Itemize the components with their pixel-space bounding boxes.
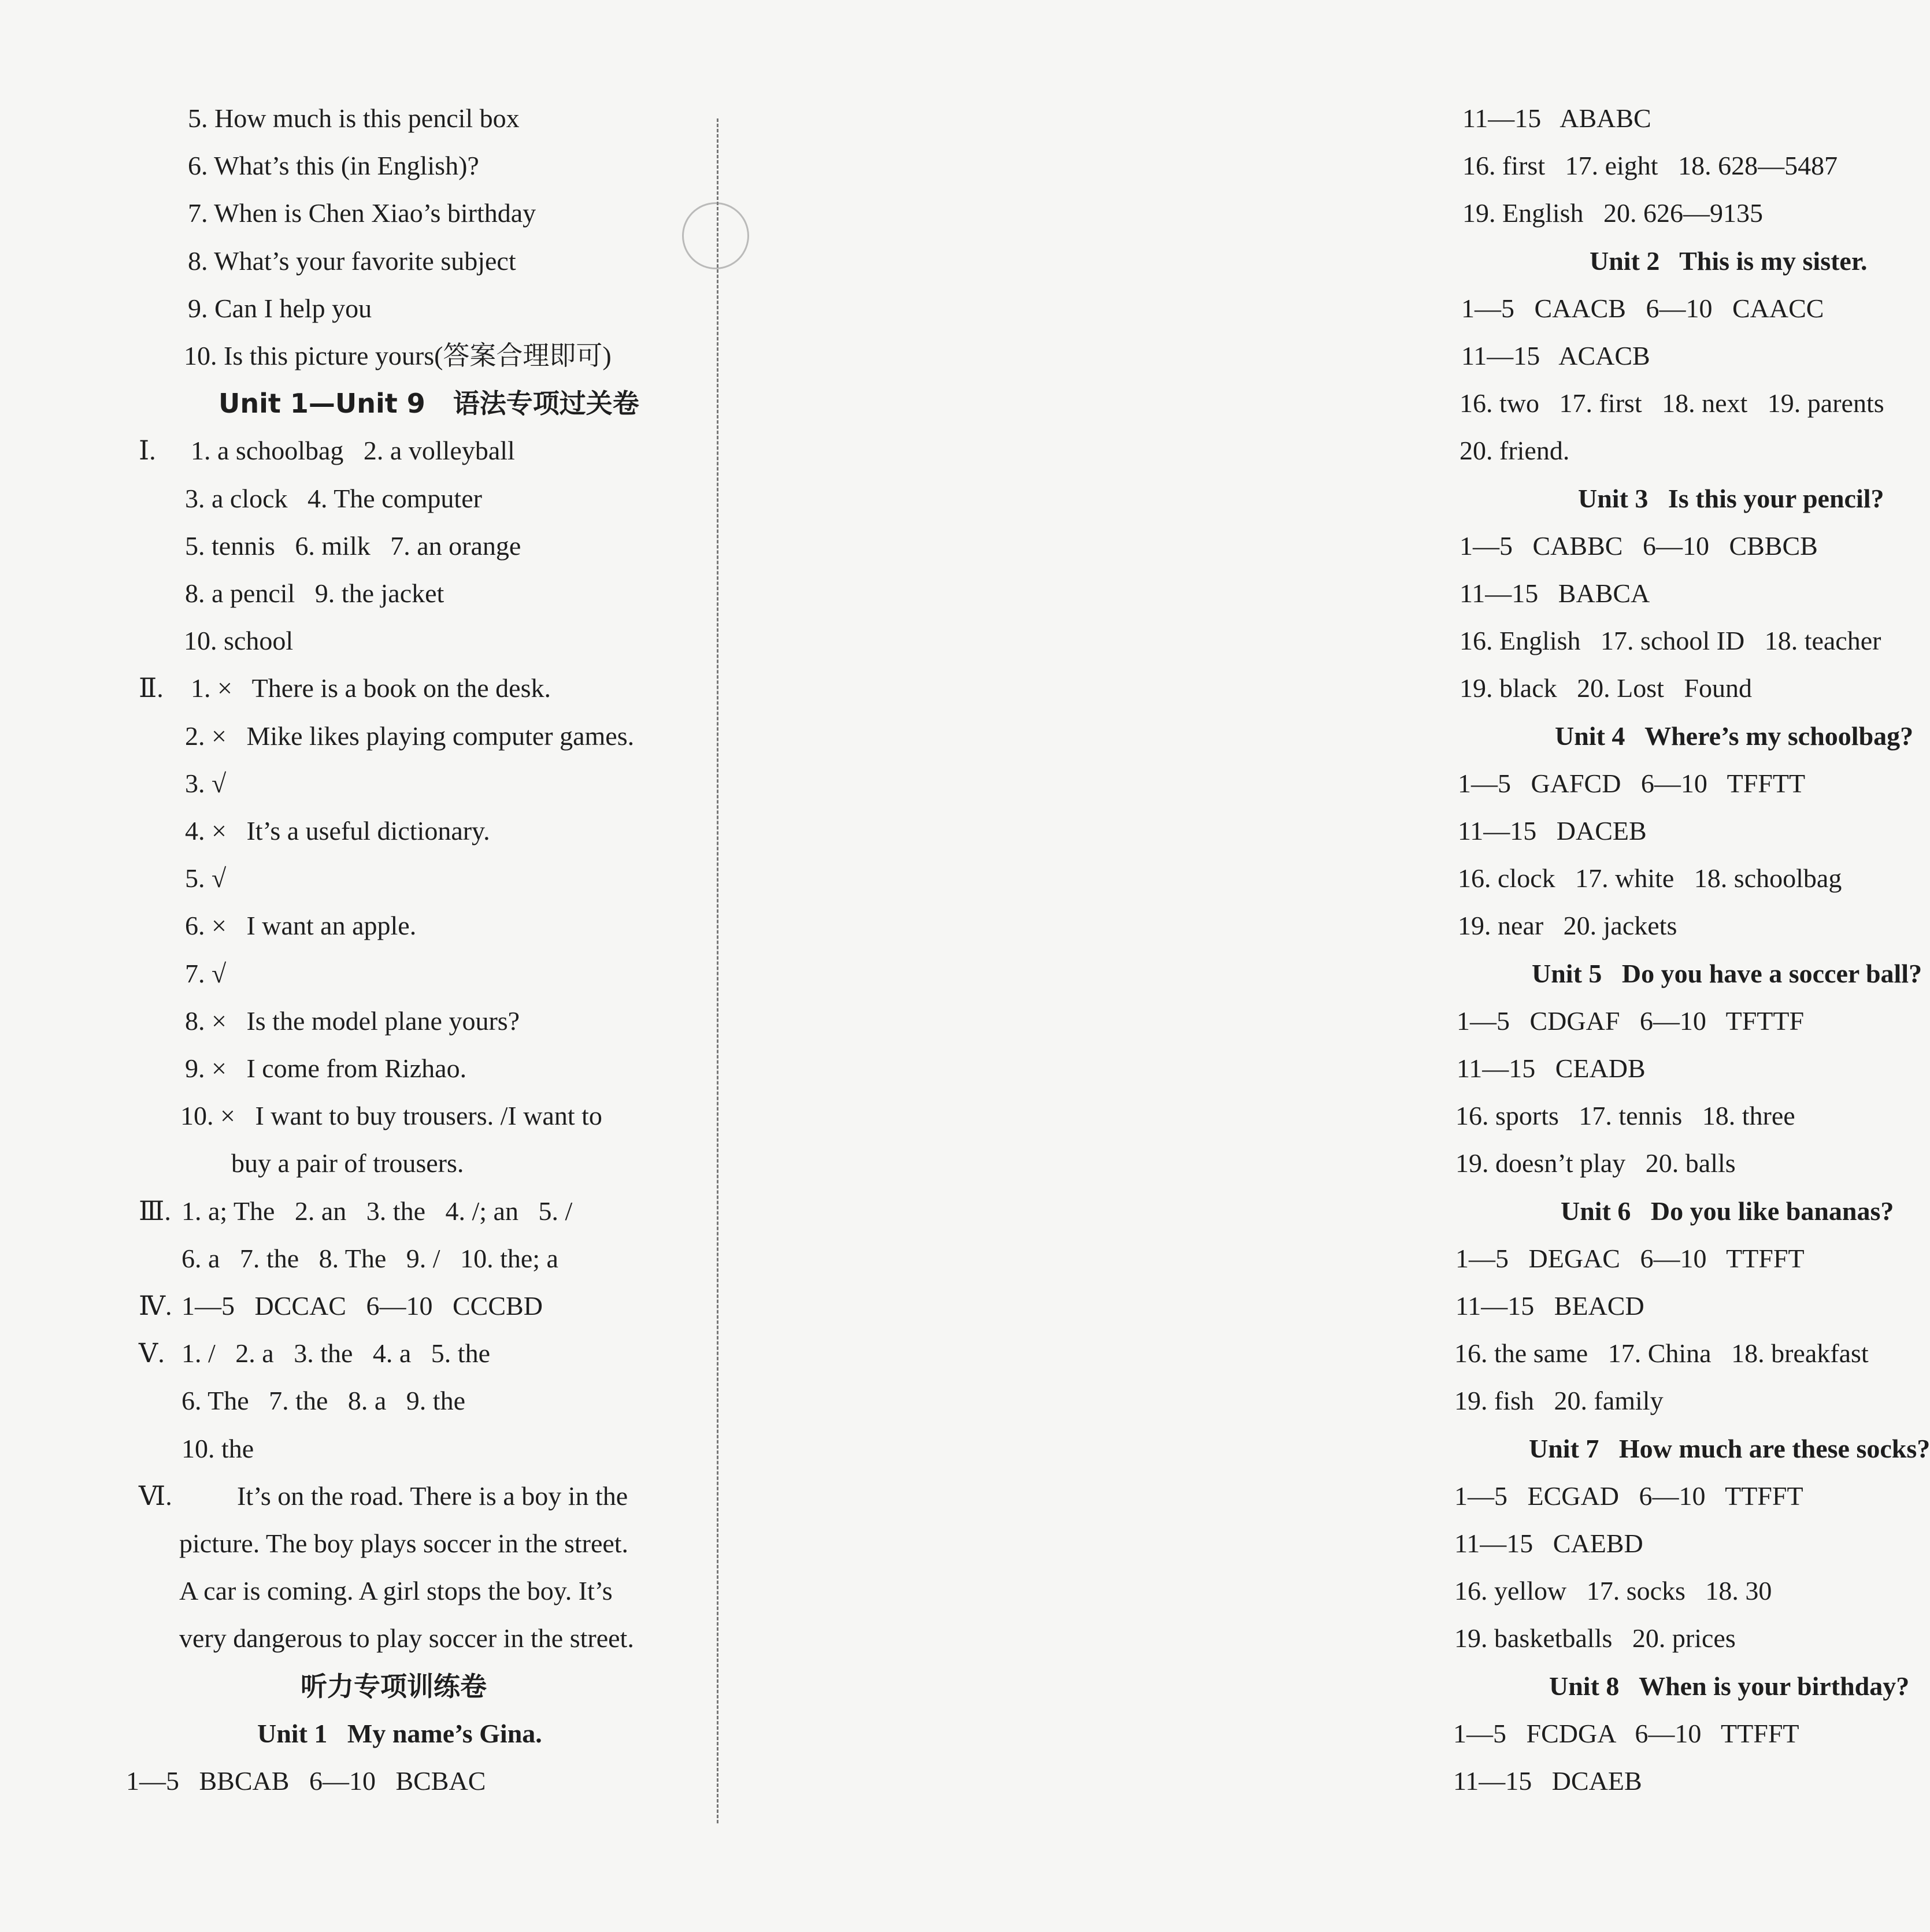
section-heading: Unit 4 Where’s my schoolbag? (1555, 721, 1914, 751)
answer-line: 5. √ (185, 863, 227, 893)
answer-line: 19. doesn’t play 20. balls (1455, 1148, 1736, 1178)
answer-line: 11—15 DACEB (1458, 816, 1647, 846)
answer-line: 19. English 20. 626—9135 (1462, 198, 1764, 228)
section-heading: 听力专项训练卷 (301, 1670, 487, 1702)
answer-line: 1—5 CABBC 6—10 CBBCB (1459, 531, 1818, 561)
answer-line: 11—15 BEACD (1455, 1291, 1644, 1321)
answer-line: 11—15 DCAEB (1453, 1766, 1642, 1796)
answer-line: 10. school (184, 626, 294, 656)
answer-line: 5. tennis 6. milk 7. an orange (185, 531, 521, 561)
section-heading: Unit 5 Do you have a soccer ball? (1532, 958, 1922, 988)
stamp-logo (676, 196, 755, 276)
answer-line: 6. What’s this (in English)? (188, 151, 479, 181)
section-heading: Unit 7 How much are these socks? (1529, 1433, 1930, 1463)
section-heading: Unit 1 My name’s Gina. (257, 1718, 542, 1748)
section-heading: Unit 1—Unit 9 语法专项过关卷 (218, 388, 639, 420)
answer-line: 16. yellow 17. socks 18. 30 (1454, 1576, 1772, 1606)
answer-line: 19. fish 20. family (1454, 1386, 1664, 1416)
answer-line: 1—5 DCCAC 6—10 CCCBD (181, 1291, 543, 1321)
answer-line: 3. √ (185, 768, 227, 798)
answer-line: 16. sports 17. tennis 18. three (1455, 1101, 1795, 1131)
answer-line: 11—15 ABABC (1462, 103, 1651, 133)
section-heading: Unit 2 This is my sister. (1590, 246, 1868, 276)
answer-line: 2. × Mike likes playing computer games. (185, 721, 635, 751)
answer-line: 19. black 20. Lost Found (1459, 673, 1752, 703)
section-numeral: Ⅱ. (139, 673, 164, 703)
answer-line: 10. × I want to buy trousers. /I want to (180, 1101, 602, 1131)
answer-line: 16. English 17. school ID 18. teacher (1459, 626, 1881, 656)
answer-line: 7. √ (185, 958, 227, 988)
section-numeral: Ⅳ. (139, 1291, 172, 1321)
answer-line: 8. What’s your favorite subject (188, 246, 516, 276)
section-numeral: Ⅵ. (139, 1481, 172, 1511)
answer-line: 6. The 7. the 8. a 9. the (181, 1386, 465, 1416)
answer-line: 1. / 2. a 3. the 4. a 5. the (181, 1338, 491, 1369)
answer-line: 5. How much is this pencil box (188, 103, 520, 133)
answer-line: 11—15 CAEBD (1454, 1529, 1643, 1558)
answer-line: A car is coming. A girl stops the boy. It’s (179, 1576, 613, 1606)
answer-line: buy a pair of trousers. (231, 1148, 464, 1178)
answer-line: 16. clock 17. white 18. schoolbag (1458, 863, 1842, 893)
section-heading: Unit 3 Is this your pencil? (1578, 483, 1884, 513)
column-divider (717, 118, 718, 1823)
section-heading: Unit 8 When is your birthday? (1549, 1671, 1910, 1701)
answer-line: 1. a schoolbag 2. a volleyball (191, 436, 515, 466)
answer-line: 1—5 BBCAB 6—10 BCBAC (126, 1766, 486, 1796)
section-numeral: Ⅲ. (139, 1196, 171, 1226)
answer-line: 16. two 17. first 18. next 19. parents (1459, 388, 1884, 418)
answer-line: 1—5 ECGAD 6—10 TTFFT (1454, 1481, 1803, 1511)
answer-line: 10. the (181, 1433, 254, 1463)
answer-line: 19. basketballs 20. prices (1454, 1623, 1736, 1653)
answer-line: 6. × I want an apple. (185, 911, 417, 941)
answer-line: 1. × There is a book on the desk. (191, 673, 551, 703)
answer-line: 1. a; The 2. an 3. the 4. /; an 5. / (181, 1196, 573, 1226)
answer-line: 1—5 FCDGA 6—10 TTFFT (1453, 1718, 1799, 1748)
answer-line: 4. × It’s a useful dictionary. (185, 816, 490, 846)
answer-line: 16. first 17. eight 18. 628—5487 (1462, 151, 1838, 181)
answer-line: 1—5 CAACB 6—10 CAACC (1461, 293, 1824, 323)
answer-line: 1—5 GAFCD 6—10 TFFTT (1458, 768, 1806, 798)
answer-line: 7. When is Chen Xiao’s birthday (188, 198, 536, 228)
answer-line: 11—15 ACACB (1461, 341, 1650, 370)
answer-line: 6. a 7. the 8. The 9. / 10. the; a (181, 1243, 558, 1273)
answer-line: It’s on the road. There is a boy in the (237, 1481, 628, 1511)
section-numeral: Ⅴ. (139, 1338, 165, 1369)
answer-line: picture. The boy plays soccer in the street. (179, 1529, 629, 1558)
answer-line: 1—5 CDGAF 6—10 TFTTF (1457, 1006, 1805, 1036)
answer-line: 11—15 CEADB (1457, 1054, 1646, 1083)
answer-line: 8. a pencil 9. the jacket (185, 579, 444, 608)
answer-line: 9. Can I help you (188, 293, 372, 323)
section-heading: Unit 6 Do you like bananas? (1561, 1196, 1894, 1226)
answer-line: 20. friend. (1459, 436, 1570, 466)
answer-line: 1—5 DEGAC 6—10 TTFFT (1455, 1243, 1805, 1273)
answer-line: very dangerous to play soccer in the street. (179, 1623, 634, 1653)
answer-line: 8. × Is the model plane yours? (185, 1006, 520, 1036)
answer-line: 19. near 20. jackets (1458, 911, 1677, 941)
answer-line: 10. Is this picture yours(答案合理即可) (184, 341, 612, 370)
answer-line: 3. a clock 4. The computer (185, 483, 482, 513)
section-numeral: Ⅰ. (139, 436, 156, 466)
answer-line: 11—15 BABCA (1459, 579, 1650, 608)
answer-line: 16. the same 17. China 18. breakfast (1454, 1338, 1869, 1369)
answer-line: 9. × I come from Rizhao. (185, 1054, 467, 1083)
